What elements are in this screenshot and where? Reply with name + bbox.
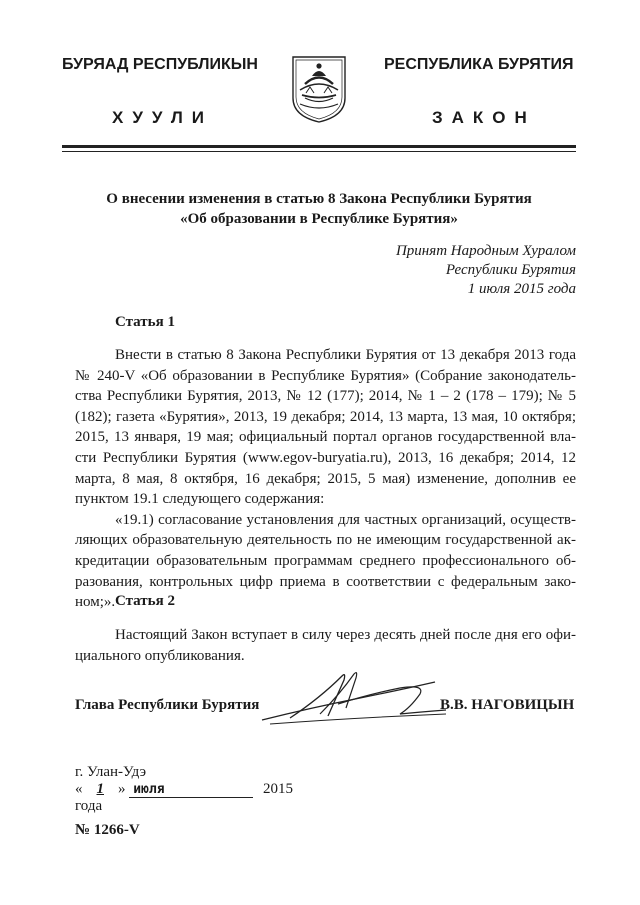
law-title-line1: О внесении изменения в статью 8 Закона Республики Бурятия xyxy=(106,191,532,207)
coat-of-arms-emblem xyxy=(290,54,348,124)
article1-line: ства Республики Бурятия, 2013, № 12 (177); 2014, № 1 – 2 (178 – 179); № 5 xyxy=(75,388,576,405)
article1-quote-line: ном;». xyxy=(75,594,116,611)
article1-line: № 240-V «Об образовании в Республике Бурятия» (Собрание законодатель- xyxy=(75,367,576,384)
header-rule-thick xyxy=(62,145,576,148)
article1-line: (182); газета «Бурятия», 2013, 19 декабря; 2014, 13 марта, 13 мая, 10 октября; xyxy=(75,408,576,425)
law-number: № 1266-V xyxy=(75,822,140,838)
adoption-note xyxy=(330,242,576,299)
article1-body xyxy=(75,345,576,613)
article2-heading: Статья 2 xyxy=(115,593,175,609)
article1-line: 2015, 13 января, 19 мая; официальный портал органов государственной вла- xyxy=(75,429,576,446)
article1-quote-line: «19.1) согласование установления для частных организаций, осуществ- xyxy=(115,511,576,528)
date-month: июля xyxy=(129,782,253,798)
signatory-name: В.В. НАГОВИЦЫН xyxy=(440,697,575,713)
header-left-subtitle: ХУУЛИ xyxy=(112,108,213,127)
date-day: 1 xyxy=(96,781,104,797)
article1-line: пунктом 19.1 следующего содержания: xyxy=(75,491,325,508)
article1-quote-line: кредитации образовательным программам среднего профессионального об- xyxy=(75,552,576,569)
header-rule-thin xyxy=(62,151,576,152)
signing-date xyxy=(75,781,320,814)
signatory-position: Глава Республики Бурятия xyxy=(75,697,260,713)
article1-heading: Статья 1 xyxy=(115,314,175,330)
law-title-line2: «Об образовании в Республике Бурятия» xyxy=(180,211,458,227)
article1-line: сти Республики Бурятия (www.egov-buryatia.ru), 2013, 16 декабря; 2014, 12 xyxy=(75,449,576,466)
article1-line: марта, 8 мая, 8 октября, 16 декабря; 2015, 5 мая) изменение, дополнив ее xyxy=(75,470,576,487)
article1-line: Внести в статью 8 Закона Республики Бурятия от 13 декабря 2013 года xyxy=(115,347,576,363)
adoption-line3: 1 июля 2015 года xyxy=(467,281,576,297)
header-right-subtitle: ЗАКОН xyxy=(432,108,536,127)
date-quote-open: « xyxy=(75,781,83,797)
adoption-line1: Принят Народным Хуралом xyxy=(395,243,576,259)
date-quote-close: » xyxy=(118,781,126,797)
law-title xyxy=(62,189,576,229)
article1-quote-line: разования, контрольных цифр приема в соответствии с федеральным зако- xyxy=(75,573,576,590)
header-right-title: РЕСПУБЛИКА БУРЯТИЯ xyxy=(384,56,574,73)
article1-quote-line: ляющих образовательную деятельность по не имеющим государственной ак- xyxy=(75,532,576,549)
adoption-line2: Республики Бурятия xyxy=(445,262,576,278)
header-left-title: БУРЯАД РЕСПУБЛИКЫН xyxy=(62,56,258,73)
article2-body xyxy=(75,625,576,666)
article2-line: циального опубликования. xyxy=(75,647,245,664)
handwritten-signature xyxy=(250,668,450,728)
city: г. Улан-Удэ xyxy=(75,764,147,780)
date-year: 2015 года xyxy=(75,781,293,814)
article2-line: Настоящий Закон вступает в силу через десять дней после дня его офи- xyxy=(115,627,576,643)
